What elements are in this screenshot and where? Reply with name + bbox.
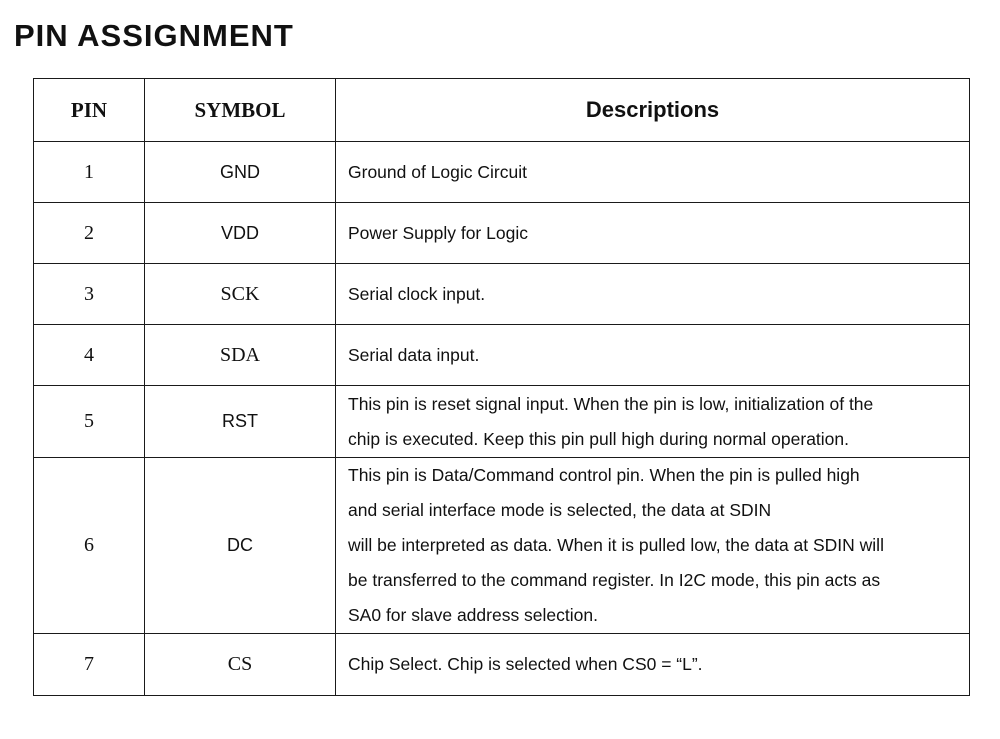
description-line: Serial clock input. xyxy=(348,283,486,304)
pin-symbol: RST xyxy=(145,386,336,458)
header-pin: PIN xyxy=(34,79,145,142)
pin-description xyxy=(336,142,970,203)
table-header-row xyxy=(34,79,970,142)
pin-description xyxy=(336,458,970,634)
pin-number: 1 xyxy=(34,142,145,203)
header-symbol: SYMBOL xyxy=(145,79,336,142)
pin-symbol: DC xyxy=(145,458,336,634)
table-row xyxy=(34,458,970,634)
pin-description xyxy=(336,264,970,325)
description-line: This pin is reset signal input. When the pin is low, initialization of the xyxy=(348,393,874,414)
description-line: SA0 for slave address selection. xyxy=(348,605,598,625)
description-line: Chip Select. Chip is selected when CS0 = “L”. xyxy=(348,654,703,674)
pin-symbol: GND xyxy=(145,142,336,203)
table-row xyxy=(34,386,970,458)
pin-symbol: CS xyxy=(145,634,336,696)
description-line: Ground of Logic Circuit xyxy=(348,161,527,182)
table-row xyxy=(34,264,970,325)
pin-number: 5 xyxy=(34,386,145,458)
pin-description xyxy=(336,634,970,696)
pin-number: 2 xyxy=(34,203,145,264)
pin-description xyxy=(336,386,970,458)
description-line: be transferred to the command register. In I2C mode, this pin acts as xyxy=(348,570,881,590)
pin-number: 7 xyxy=(34,634,145,696)
description-line: This pin is Data/Command control pin. When the pin is pulled high xyxy=(348,465,860,485)
table-row xyxy=(34,142,970,203)
pin-description xyxy=(336,203,970,264)
pin-description xyxy=(336,325,970,386)
description-line: and serial interface mode is selected, the data at SDIN xyxy=(348,500,772,520)
pin-symbol: SCK xyxy=(145,264,336,325)
pin-symbol: SDA xyxy=(145,325,336,386)
description-line: Power Supply for Logic xyxy=(348,222,528,243)
pin-number: 3 xyxy=(34,264,145,325)
pin-number: 4 xyxy=(34,325,145,386)
pin-assignment-table xyxy=(33,78,970,696)
header-descriptions: Descriptions xyxy=(336,79,970,142)
pin-number: 6 xyxy=(34,458,145,634)
description-line: Serial data input. xyxy=(348,344,480,365)
page-title: PIN ASSIGNMENT xyxy=(14,18,294,53)
table-row xyxy=(34,203,970,264)
pin-symbol: VDD xyxy=(145,203,336,264)
description-line: will be interpreted as data. When it is pulled low, the data at SDIN will xyxy=(348,535,884,555)
table-row xyxy=(34,325,970,386)
table-row xyxy=(34,634,970,696)
description-line: chip is executed. Keep this pin pull high during normal operation. xyxy=(348,428,850,449)
